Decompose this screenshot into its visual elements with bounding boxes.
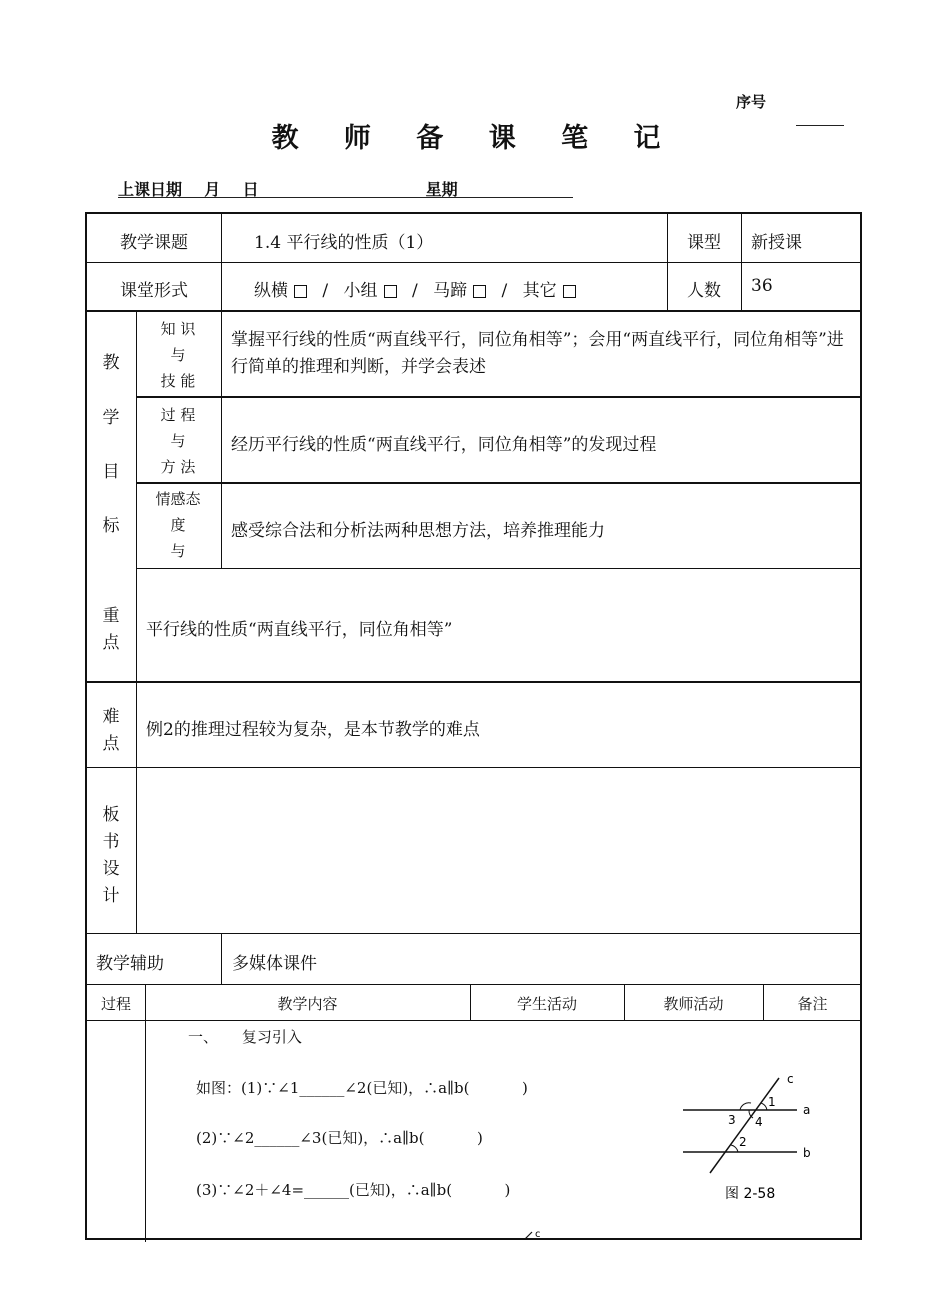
difficulty-label-2: 点	[102, 734, 120, 754]
checkbox-qita[interactable]	[563, 285, 576, 298]
topic-value[interactable]: 1.4 平行线的性质（1）	[254, 233, 434, 253]
checkbox-xiaozu[interactable]	[384, 285, 397, 298]
knowledge-label-2: 与	[170, 346, 186, 364]
key-point-label-1: 重	[102, 606, 120, 626]
date-line: 上课日期 月 日 星期	[118, 180, 458, 199]
section-review-intro: 一、 复习引入	[188, 1028, 302, 1046]
topic-label: 教学课题	[120, 233, 188, 253]
angle-label-4: 4	[755, 1115, 763, 1129]
objectives-label-3: 目	[102, 462, 120, 482]
board-label-1: 板	[102, 805, 120, 825]
aid-text[interactable]: 多媒体课件	[232, 954, 317, 974]
angle-label-2: 2	[739, 1135, 747, 1149]
type-label: 课型	[687, 233, 721, 253]
count-label: 人数	[687, 281, 721, 301]
key-point-label-2: 点	[102, 633, 120, 653]
checkbox-zongheng[interactable]	[294, 285, 307, 298]
board-label-4: 计	[102, 886, 120, 906]
form-option-xiaozu: 小组	[343, 281, 378, 301]
count-value[interactable]: 36	[751, 276, 773, 296]
angle-label-1: 1	[768, 1095, 776, 1109]
checkbox-mati[interactable]	[473, 285, 486, 298]
date-underline	[118, 197, 573, 198]
label-b: b	[803, 1146, 811, 1160]
angle-label-3: 3	[728, 1113, 736, 1127]
next-figure-fragment	[518, 1228, 548, 1240]
col-content: 教学内容	[277, 995, 338, 1013]
knowledge-text[interactable]: 掌握平行线的性质“两直线平行，同位角相等”；会用“两直线平行，同位角相等”进行简单的推理和判断，并学会表述	[231, 330, 844, 377]
objectives-label-2: 学	[102, 408, 120, 428]
emotion-label-2: 度	[170, 516, 186, 534]
angle-arc-2	[731, 1145, 738, 1152]
emotion-label-1: 情感态	[155, 490, 201, 508]
next-line-c	[524, 1232, 532, 1240]
board-label-3: 设	[102, 859, 120, 879]
label-a: a	[803, 1103, 811, 1117]
aid-label: 教学辅助	[96, 954, 164, 974]
question-1[interactable]: 如图：(1)∵∠1______∠2(已知)，∴a∥b( )	[196, 1079, 528, 1097]
question-2[interactable]: (2)∵∠2______∠3(已知)，∴a∥b( )	[196, 1129, 483, 1147]
label-c: c	[787, 1072, 794, 1086]
objectives-label-1: 教	[102, 353, 120, 373]
form-label: 课堂形式	[120, 281, 188, 301]
board-label-2: 书	[102, 832, 120, 852]
figure-caption: 图 2-58	[725, 1186, 776, 1202]
type-value[interactable]: 新授课	[751, 233, 802, 253]
emotion-label-3: 与	[170, 542, 186, 560]
col-teacher: 教师活动	[663, 995, 724, 1013]
knowledge-label-3: 技 能	[160, 372, 196, 390]
key-point-text[interactable]: 平行线的性质“两直线平行，同位角相等”	[146, 620, 453, 640]
process-label-3: 方 法	[160, 458, 196, 476]
objectives-label-4: 标	[102, 516, 120, 536]
process-text[interactable]: 经历平行线的性质“两直线平行，同位角相等”的发现过程	[231, 435, 657, 455]
form-option-qita: 其它	[522, 281, 557, 301]
col-notes: 备注	[797, 995, 828, 1013]
difficulty-label-1: 难	[102, 707, 120, 727]
form-option-zongheng: 纵横	[254, 281, 288, 301]
process-label-2: 与	[170, 432, 186, 450]
angle-arc-3	[740, 1103, 751, 1110]
page-title: 教 师 备 课 笔 记	[271, 123, 679, 154]
difficulty-text[interactable]: 例2的推理过程较为复杂，是本节教学的难点	[146, 720, 480, 740]
board-design-area[interactable]	[137, 770, 860, 930]
form-option-mati: 马蹄	[433, 281, 468, 301]
question-3[interactable]: (3)∵∠2＋∠4=______(已知)，∴a∥b( )	[196, 1181, 511, 1199]
serial-label: 序号	[736, 93, 767, 111]
knowledge-label-1: 知 识	[160, 320, 196, 338]
line-c	[710, 1078, 779, 1173]
col-student: 学生活动	[516, 995, 577, 1013]
form-options: 纵横 / 小组 / 马蹄 / 其它	[254, 276, 576, 301]
parallel-lines-figure	[675, 1070, 825, 1205]
emotion-text[interactable]: 感受综合法和分析法两种思想方法，培养推理能力	[231, 521, 605, 541]
next-label-c: c	[535, 1229, 541, 1240]
process-label-1: 过 程	[160, 406, 196, 424]
col-process: 过程	[100, 995, 131, 1013]
angle-arc-1	[761, 1103, 767, 1110]
